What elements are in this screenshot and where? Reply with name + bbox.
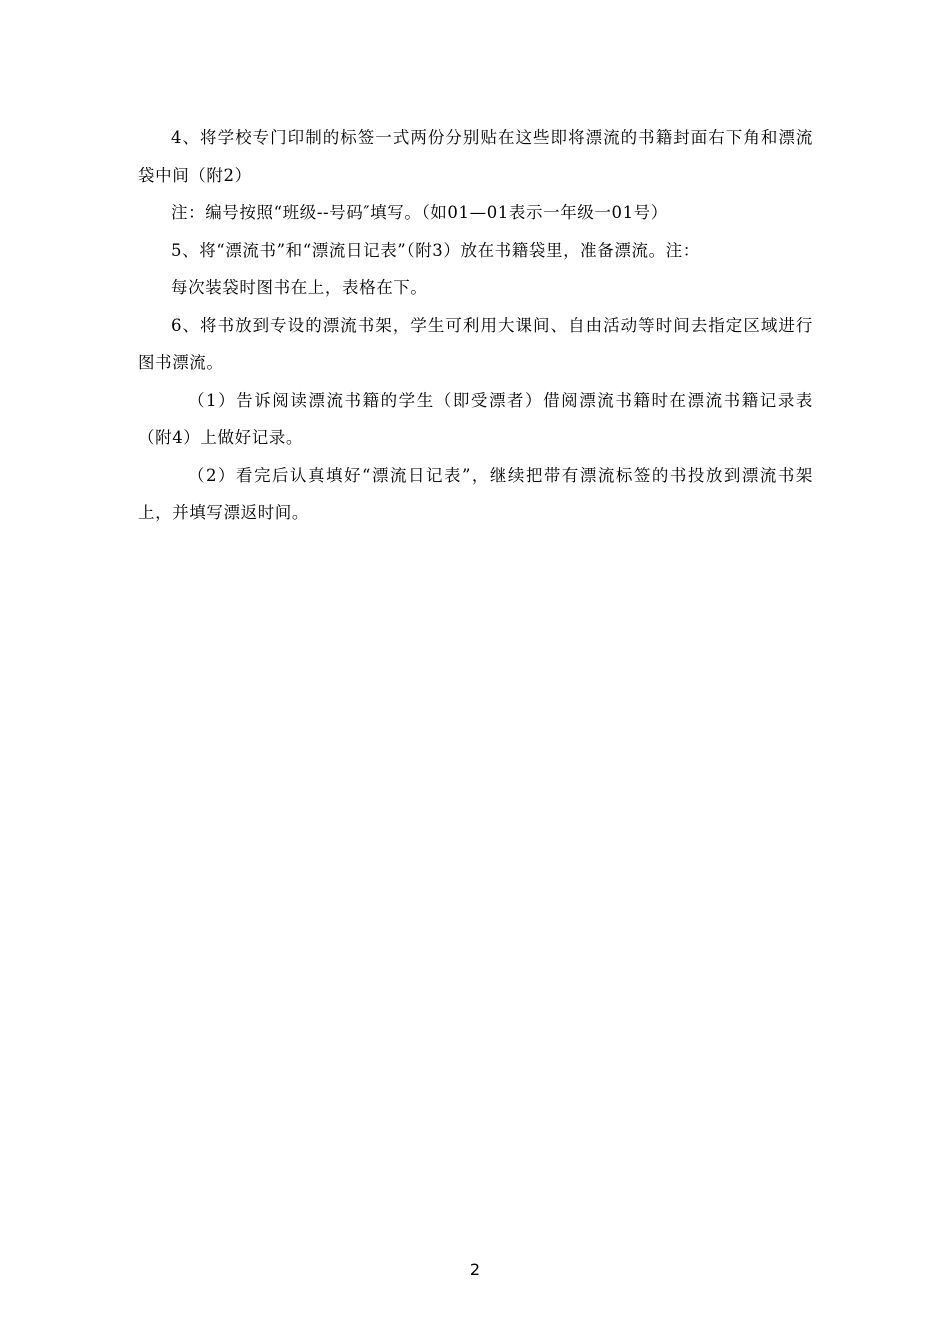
document-body xyxy=(138,119,813,532)
paragraph-numbering-note: 注：编号按照“班级--号码″填写。（如01—01表示一年级一01号） xyxy=(171,203,668,222)
page-number: 2 xyxy=(469,1260,481,1279)
paragraph-step-5: 5、将“漂流书”和“漂流日记表”（附3）放在书籍袋里，准备漂流。注： xyxy=(171,240,700,260)
paragraph-step-5-note: 每次装袋时图书在上，表格在下。 xyxy=(171,278,428,297)
paragraph-step-4: 4、将学校专门印制的标签一式两份分别贴在这些即将漂流的书籍封面右下角和漂流袋中间（附2） xyxy=(138,128,813,185)
paragraph-substep-2: （2）看完后认真填好“漂流日记表”，继续把带有漂流标签的书投放到漂流书架上，并填写漂返时间。 xyxy=(138,465,813,522)
paragraph-substep-1: （1）告诉阅读漂流书籍的学生（即受漂者）借阅漂流书籍时在漂流书籍记录表（附4）上做好记录。 xyxy=(138,390,813,447)
paragraph-step-6: 6、将书放到专设的漂流书架，学生可利用大课间、自由活动等时间去指定区域进行图书漂流。 xyxy=(138,315,813,372)
